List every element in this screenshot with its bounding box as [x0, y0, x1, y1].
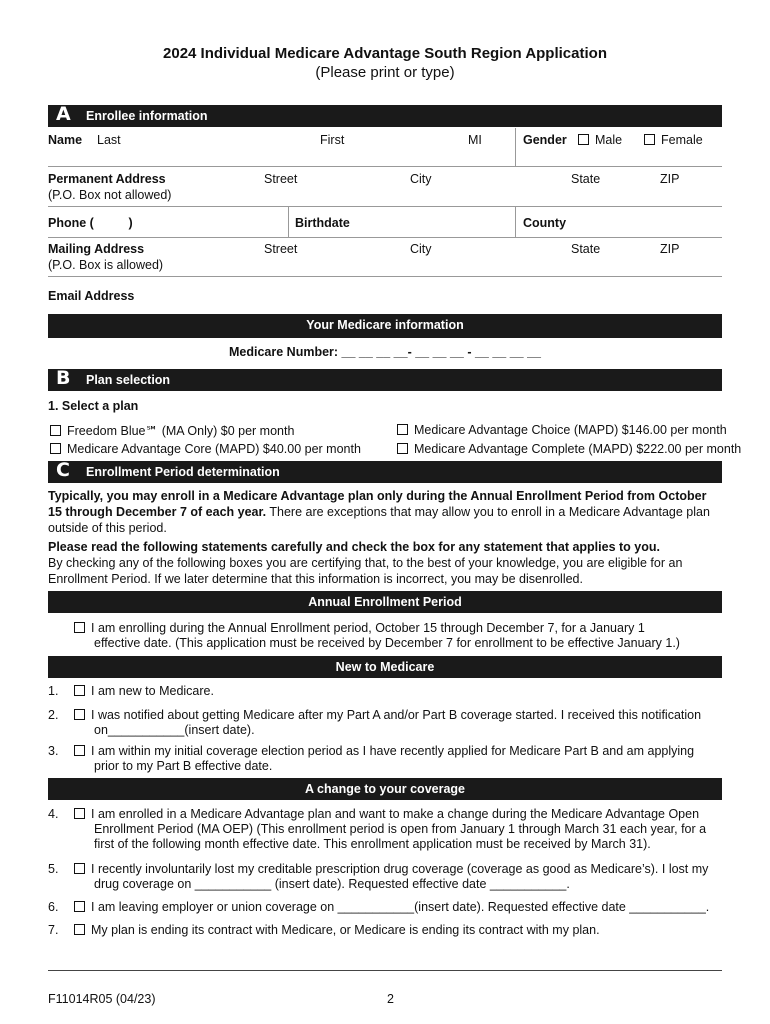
new-to-medicare-statement-1[interactable]: I am new to Medicare.	[74, 684, 214, 699]
checkbox-icon[interactable]	[50, 443, 61, 454]
form-title: 2024 Individual Medicare Advantage South Region Application	[163, 45, 607, 62]
checkbox-icon[interactable]	[74, 924, 85, 935]
birthdate-field[interactable]: Birthdate	[295, 216, 350, 230]
mailing-address-label: Mailing Address	[48, 242, 145, 256]
section-label: Plan selection	[86, 373, 171, 387]
divider	[288, 207, 289, 237]
annual-enrollment-header: Annual Enrollment Period	[48, 591, 722, 613]
plan-option-freedom-blue[interactable]: Freedom Blue℠ (MA Only) $0 per month	[50, 423, 294, 438]
form-subtitle: (Please print or type)	[315, 64, 455, 81]
form-id: F11014R05 (04/23)	[48, 992, 156, 1006]
checkbox-icon[interactable]	[74, 709, 85, 720]
gender-female-option[interactable]: Female	[644, 133, 703, 147]
coverage-change-statement-6[interactable]: I am leaving employer or union coverage on ___________(insert date). Requested effective date ___________.	[74, 900, 709, 915]
checkbox-icon[interactable]	[578, 134, 589, 145]
permanent-address-note: (P.O. Box not allowed)	[48, 188, 172, 202]
divider	[515, 207, 516, 237]
new-to-medicare-statement-3[interactable]: I am within my initial coverage election period as I have recently applied for Medicare Part B and am applying prior to my Part B effective date.	[74, 744, 694, 774]
divider	[48, 206, 722, 207]
mailing-street-field[interactable]: Street	[264, 242, 298, 256]
last-name-field[interactable]: Last	[97, 133, 121, 147]
section-letter: C	[56, 459, 70, 481]
checkbox-icon[interactable]	[74, 863, 85, 874]
item-number: 1.	[48, 684, 59, 698]
mailing-state-field[interactable]: State	[571, 242, 601, 256]
item-number: 7.	[48, 923, 59, 937]
checkbox-icon[interactable]	[74, 685, 85, 696]
coverage-change-header: A change to your coverage	[48, 778, 722, 800]
section-letter: B	[56, 367, 71, 389]
enrollment-instructions-paragraph: Please read the following statements carefully and check the box for any statement that applies to you. By checking any of the following boxes you are certifying that, to the best of your knowledge, you are eligible for an Enrollment Period. If we later determine that this information is incorrect, you may be disenrolled.	[48, 540, 683, 586]
new-to-medicare-statement-2[interactable]: I was notified about getting Medicare after my Part A and/or Part B coverage started. I received this notification on___________(insert date).	[74, 708, 701, 738]
item-number: 5.	[48, 862, 59, 876]
phone-field[interactable]: Phone ( )	[48, 216, 133, 230]
item-number: 3.	[48, 744, 59, 758]
checkbox-icon[interactable]	[644, 134, 655, 145]
permanent-zip-field[interactable]: ZIP	[660, 172, 680, 186]
section-letter: A	[56, 103, 71, 125]
plan-option-core[interactable]: Medicare Advantage Core (MAPD) $40.00 per month	[50, 442, 361, 456]
mailing-address-note: (P.O. Box is allowed)	[48, 258, 164, 272]
new-to-medicare-header: New to Medicare	[48, 656, 722, 678]
checkbox-icon[interactable]	[397, 424, 408, 435]
section-a-header	[48, 105, 722, 127]
gender-male-option[interactable]: Male	[578, 133, 622, 147]
item-number: 6.	[48, 900, 59, 914]
checkbox-icon[interactable]	[50, 425, 61, 436]
plan-option-choice[interactable]: Medicare Advantage Choice (MAPD) $146.00 per month	[397, 423, 727, 437]
enrollment-intro-paragraph: Typically, you may enroll in a Medicare Advantage plan only during the Annual Enrollment Period from October 15 through December 7 of each year. There are exceptions that may allow you to enroll in a Medicare Advantage plan outside of this period.	[48, 489, 710, 535]
divider	[48, 237, 722, 238]
footer-divider	[48, 970, 722, 971]
coverage-change-statement-4[interactable]: I am enrolled in a Medicare Advantage plan and want to make a change during the Medicare Advantage Open Enrollment Period (MA OEP) (This enrollment period is open from January 1 through March 31 each year, for a first of the following month effective date. This enrollment application must be received by March 31).	[74, 807, 706, 852]
checkbox-icon[interactable]	[397, 443, 408, 454]
medicare-number-field[interactable]: Medicare Number: __ __ __ __- __ __ __ - __ __ __ __	[229, 345, 541, 359]
section-b-header	[48, 369, 722, 391]
divider	[48, 166, 722, 167]
coverage-change-statement-7[interactable]: My plan is ending its contract with Medicare, or Medicare is ending its contract with my plan.	[74, 923, 600, 938]
aep-statement[interactable]: I am enrolling during the Annual Enrollment period, October 15 through December 7, for a January 1 effective date. (This application must be received by December 7 for enrollment to be effective January 1.)	[74, 621, 680, 651]
divider	[515, 128, 516, 166]
gender-label: Gender	[523, 133, 567, 147]
mailing-zip-field[interactable]: ZIP	[660, 242, 680, 256]
page-number: 2	[387, 992, 394, 1006]
checkbox-icon[interactable]	[74, 808, 85, 819]
permanent-city-field[interactable]: City	[410, 172, 432, 186]
county-field[interactable]: County	[523, 216, 567, 230]
mailing-city-field[interactable]: City	[410, 242, 432, 256]
section-label: Enrollment Period determination	[86, 465, 280, 479]
coverage-change-statement-5[interactable]: I recently involuntarily lost my creditable prescription drug coverage (coverage as good as Medicare’s). I lost my drug coverage on ___________ (insert date). Requested effective date ___________.	[74, 862, 708, 892]
name-label: Name	[48, 133, 83, 147]
divider	[48, 276, 722, 277]
select-plan-label: 1. Select a plan	[48, 399, 139, 413]
section-label: Enrollee information	[86, 109, 208, 123]
first-name-field[interactable]: First	[320, 133, 345, 147]
plan-option-complete[interactable]: Medicare Advantage Complete (MAPD) $222.00 per month	[397, 442, 741, 456]
mi-field[interactable]: MI	[468, 133, 482, 147]
permanent-state-field[interactable]: State	[571, 172, 601, 186]
item-number: 4.	[48, 807, 59, 821]
medicare-info-header: Your Medicare information	[48, 314, 722, 338]
permanent-street-field[interactable]: Street	[264, 172, 298, 186]
checkbox-icon[interactable]	[74, 901, 85, 912]
checkbox-icon[interactable]	[74, 622, 85, 633]
section-c-header	[48, 461, 722, 483]
item-number: 2.	[48, 708, 59, 722]
email-field[interactable]: Email Address	[48, 289, 135, 303]
checkbox-icon[interactable]	[74, 745, 85, 756]
permanent-address-label: Permanent Address	[48, 172, 166, 186]
